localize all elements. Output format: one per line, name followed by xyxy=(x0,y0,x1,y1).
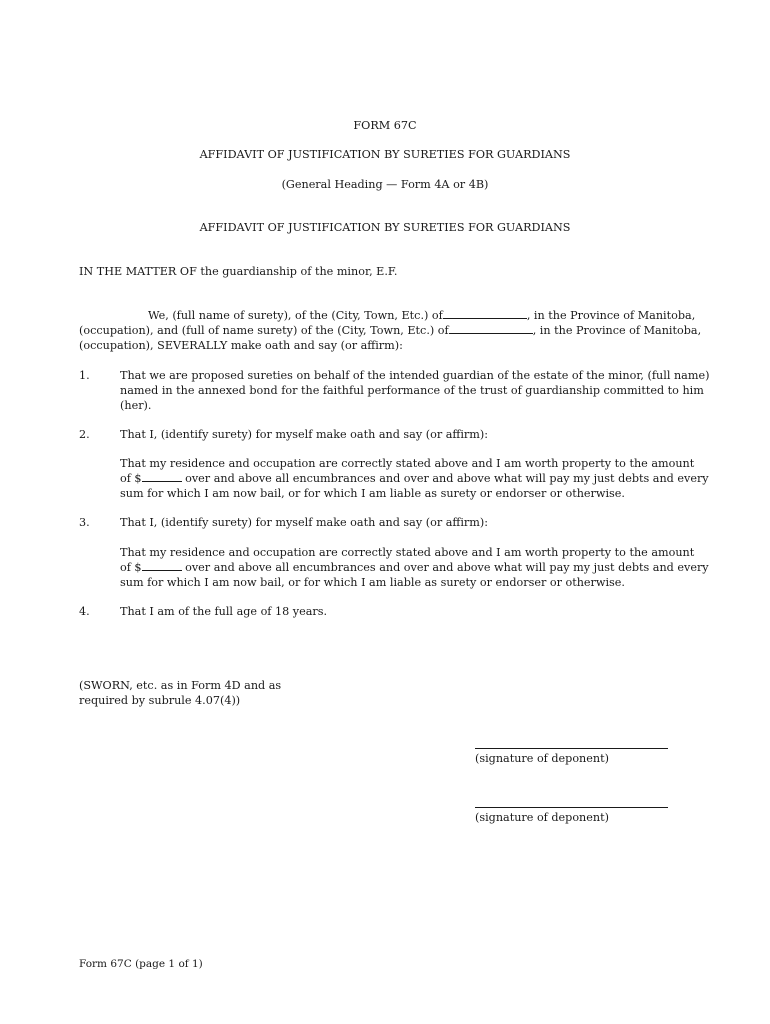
matter-line: IN THE MATTER OF the guardianship of the minor, E.F. xyxy=(79,265,398,278)
item-number: 2. xyxy=(79,428,90,441)
signature-line xyxy=(475,807,668,808)
amount-prefix: of $ xyxy=(120,561,142,574)
intro-line-1-start: We, (full name of surety), of the (City, Town, Etc.) of xyxy=(148,309,443,322)
amount-blank xyxy=(142,471,182,482)
item-number: 3. xyxy=(79,516,90,529)
item-3-body-line-2 xyxy=(120,560,709,575)
item-1-line-2: named in the annexed bond for the faithful performance of the trust of guardianship committed to him xyxy=(120,384,704,397)
sworn-line-2: required by subrule 4.07(4)) xyxy=(79,694,241,707)
item-3-heading: That I, (identify surety) for myself make oath and say (or affirm): xyxy=(120,516,489,529)
page-footer: Form 67C (page 1 of 1) xyxy=(79,958,203,970)
item-3-body-line-1: That my residence and occupation are correctly stated above and I am worth property to the amount xyxy=(120,546,695,559)
item-number: 1. xyxy=(79,369,90,382)
item-2-body-line-3: sum for which I am now bail, or for which I am liable as surety or endorser or otherwise. xyxy=(120,487,625,500)
intro-line-3: (occupation), SEVERALLY make oath and say (or affirm): xyxy=(79,339,403,352)
intro-line-2-end: , in the Province of Manitoba, xyxy=(532,324,702,337)
amount-suffix: over and above all encumbrances and over and above what will pay my just debts and every xyxy=(181,472,709,485)
amount-suffix: over and above all encumbrances and over and above what will pay my just debts and every xyxy=(181,561,709,574)
signature-line xyxy=(475,748,668,749)
item-2-body-line-1: That my residence and occupation are correctly stated above and I am worth property to the amount xyxy=(120,457,695,470)
item-1-line-3: (her). xyxy=(120,399,152,412)
intro-line-1 xyxy=(148,308,695,323)
intro-line-2-start: (occupation), and (full of name surety) of the (City, Town, Etc.) of xyxy=(79,324,449,337)
intro-line-1-end: , in the Province of Manitoba, xyxy=(526,309,696,322)
city-blank-2 xyxy=(449,323,533,334)
item-number: 4. xyxy=(79,605,90,618)
city-blank-1 xyxy=(443,308,527,319)
form-title: AFFIDAVIT OF JUSTIFICATION BY SURETIES FOR GUARDIANS xyxy=(199,148,571,161)
general-heading: (General Heading — Form 4A or 4B) xyxy=(281,178,489,191)
item-2-body-line-2 xyxy=(120,471,709,486)
item-3-body-line-3: sum for which I am now bail, or for which I am liable as surety or endorser or otherwise. xyxy=(120,576,625,589)
item-2-heading: That I, (identify surety) for myself make oath and say (or affirm): xyxy=(120,428,489,441)
signature-label: (signature of deponent) xyxy=(475,811,609,824)
item-4-heading: That I am of the full age of 18 years. xyxy=(120,605,328,618)
signature-label: (signature of deponent) xyxy=(475,752,609,765)
item-1-line-1: That we are proposed sureties on behalf of the intended guardian of the estate of the minor, (full name) xyxy=(120,369,710,382)
amount-prefix: of $ xyxy=(120,472,142,485)
sworn-line-1: (SWORN, etc. as in Form 4D and as xyxy=(79,679,282,692)
intro-line-2 xyxy=(79,323,701,338)
form-number: FORM 67C xyxy=(353,119,417,132)
amount-blank xyxy=(142,560,182,571)
form-title-repeat: AFFIDAVIT OF JUSTIFICATION BY SURETIES FOR GUARDIANS xyxy=(199,221,571,234)
